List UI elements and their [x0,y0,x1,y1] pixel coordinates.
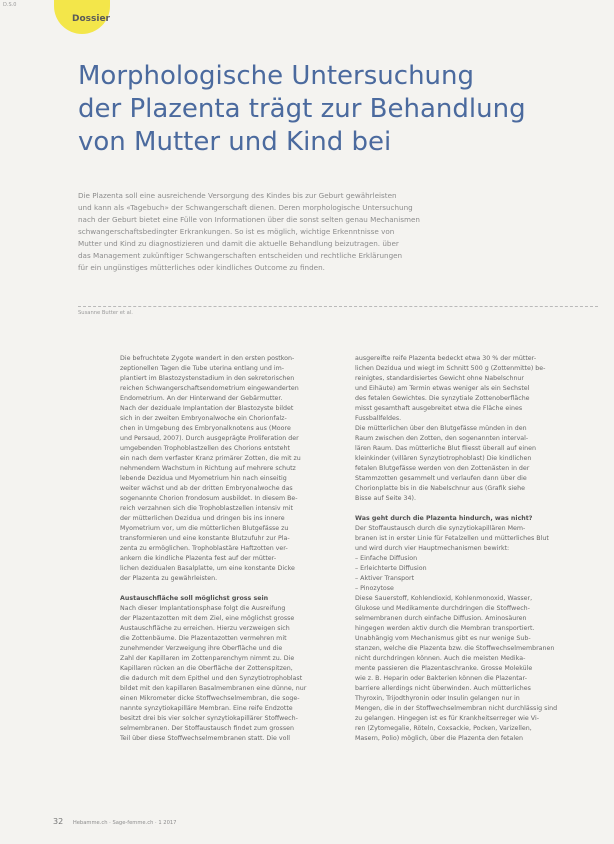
lead-line: für ein ungünstiges mütterliches oder kindliches Outcome zu finden. [78,263,325,272]
body-column-left [120,354,345,744]
lead-line: schwangerschaftsbedingter Erkrankungen. So ist es möglich, wichtige Erkenntnisse von [78,227,395,236]
body-line: reinigtes, standardisiertes Gewicht ohne Nabelschnur [355,375,525,382]
body-line: selmembranen. Der Stoffaustausch findet zum grossen [120,725,294,732]
body-line: und wird durch vier Hauptmechanismen bewirkt: [355,545,510,552]
body-line: Teil über diese Stoffwechselmembranen statt. Die voll [120,735,290,742]
lead-line: Mutter und Kind zu diagnostizieren und damit die aktuelle Behandlung beizutragen. über [78,239,399,248]
body-line: der Plazenta zu gewährleisten. [120,575,218,582]
body-line: lären Raum. Das mütterliche Blut fliesst überall auf einen [355,445,537,452]
page-number: 32 [53,817,64,826]
section-tag: Dossier [72,14,110,24]
body-column-right [355,354,593,744]
body-line: Austauschfläche zu erreichen. Hierzu verzweigen sich [120,625,290,632]
body-line: der mütterlichen Dezidua und dringen bis ins innere [120,515,285,522]
body-line: Endometrium. An der Hinterwand der Gebärmutter. [120,395,283,402]
body-line: lebende Dezidua und Myometrium hin nach einseitig [120,475,287,482]
body-line: branen ist in erster Linie für Fetalzellen und mütterliches Blut [355,535,549,542]
body-line: zu gelangen. Hingegen ist es für Krankheitserreger wie Vi- [355,715,539,722]
body-line: sich in der zweiten Embryonalwoche ein Chorionfalz- [120,415,287,422]
body-line: plantiert im Blastozystenstadium in den sekretorischen [120,375,295,382]
paragraph-gap [355,504,593,510]
body-line: bildet mit den kapillaren Basalmembranen eine dünne, nur [120,685,307,692]
body-line: zeptionellen Tagen die Tube uterina entlang und im- [120,365,284,372]
body-line: ren (Zytomegalie, Röteln, Coxsackie, Pocken, Varizellen, [355,725,532,732]
body-line: – Erleichterte Diffusion [355,565,427,572]
body-line: selmembranen durch einfache Diffusion. Aminosäuren [355,615,527,622]
body-line: Nach der deziduale Implantation der Blastozyste bildet [120,405,294,412]
body-line: besitzt drei bis vier solcher synzytiokapillärer Stoffwech- [120,715,298,722]
body-line: weiter wächst und ab der dritten Embryonalwoche das [120,485,293,492]
lead-paragraph [78,190,593,274]
body-line: nannte synzytiokapilläre Membran. Eine reife Endzotte [120,705,293,712]
body-line: lichen dezidualen Basalplatte, um eine konstante Dicke [120,565,295,572]
page-footer [53,817,176,826]
body-line: die dadurch mit dem Epithel und den Synzytiotrophoblast [120,675,303,682]
body-line: Zahl der Kapillaren im Zottenparenchym nimmt zu. Die [120,655,295,662]
body-line: Bisse auf Seite 34). [355,495,417,502]
body-line: lichen Dezidua und wiegt im Schnitt 500 g (Zottenmitte) be- [355,365,546,372]
body-line: des fetalen Gewichtes. Die synzytiale Zottenoberfläche [355,395,530,402]
divider [78,306,598,307]
body-line: misst gesamthaft ausgebreitet etwa die Fläche eines [355,405,523,412]
body-line: Die befruchtete Zygote wandert in den ersten postkon- [120,355,295,362]
body-line: barriere allerdings nicht überwinden. Auch mütterliches [355,685,531,692]
body-line: einen Mikrometer dicke Stoffwechselmembran, die soge- [120,695,300,702]
body-line: die Zottenbäume. Die Plazentazotten vermehren mit [120,635,287,642]
body-line: der Plazentazotten mit dem Ziel, eine möglichst grosse [120,615,295,622]
headline-line: von Mutter und Kind bei [78,127,392,157]
body-line: und Eihäute) am Termin etwas weniger als ein Sechstel [355,385,530,392]
lead-line: Die Plazenta soll eine ausreichende Versorgung des Kindes bis zur Geburt gewährleisten [78,191,397,200]
lead-line: und kann als «Tagebuch» der Schwangerschaft dienen. Deren morphologische Untersuchung [78,203,413,212]
subheading: Was geht durch die Plazenta hindurch, was nicht? [355,515,533,522]
body-line: stanzen, welche die Plazenta bzw. die Stoffwechselmembranen [355,645,555,652]
body-line: mente passieren die Plazentaschranke. Grosse Moleküle [355,665,533,672]
body-line: Stammzotten gesammelt und verlaufen dann über die [355,475,527,482]
body-line: Thyroxin, Trijodthyronin oder Insulin gelangen nur in [355,695,520,702]
body-line: Unabhängig vom Mechanismus gibt es nur wenige Sub- [355,635,531,642]
body-line: wie z. B. Heparin oder Bakterien können die Plazentar- [355,675,527,682]
body-line: Masern, Polio) möglich, über die Plazenta den fetalen [355,735,523,742]
body-line: hingegen werden aktiv durch die Membran transportiert. [355,625,535,632]
body-line: Glukose und Medikamente durchdringen die Stoffwech- [355,605,530,612]
body-line: nehmendem Wachstum in Richtung auf mehrere schutz [120,465,296,472]
body-line: Fussballfeldes. [355,415,402,422]
article-headline [78,60,578,159]
body-line: chen in Umgebung des Embryonalknotens aus (Moore [120,425,291,432]
body-line: nicht durchdringen können. Auch die meisten Medika- [355,655,526,662]
headline-line: der Plazenta trägt zur Behandlung [78,94,526,124]
subheading: Austauschfläche soll möglichst gross sein [120,595,269,602]
body-line: Kapillaren rücken an die Oberfläche der Zottenspitzen, [120,665,293,672]
body-line: Mengen, die in der Stoffwechselmembran nicht durchlässig sind [355,705,558,712]
body-line: Der Stoffaustausch durch die synzytiokapillären Mem- [355,525,526,532]
body-line: ankern die kindliche Plazenta fest auf der mütter- [120,555,277,562]
body-line: – Einfache Diffusion [355,555,418,562]
lead-line: das Management zukünftiger Schwangerschaften entscheiden und rechtliche Erklärungen [78,251,403,260]
corner-label: D.S.0 [3,2,17,8]
body-line: reichen Schwangerschaftsendometrium eingewanderten [120,385,299,392]
author-byline: Susanne Butter et al. [78,310,133,316]
body-line: Chorionplatte bis in die Nabelschnur aus (Grafik siehe [355,485,526,492]
footer-publication: Hebamme.ch · Sage-femme.ch · 1 2017 [72,820,177,826]
body-line: fetalen Blutgefässe werden von den Zottenästen in der [355,465,530,472]
body-line: Raum zwischen den Zotten, den sogenannten interval- [355,435,529,442]
body-line: – Pinozytose [355,585,394,592]
body-line: zenta zu ermöglichen. Trophoblastäre Haftzotten ver- [120,545,288,552]
body-line: zunehmender Verzweigung ihre Oberfläche und die [120,645,283,652]
body-line: ausgereifte reife Plazenta bedeckt etwa 30 % der mütter- [355,355,537,362]
body-line: Nach dieser Implantationsphase folgt die Ausreifung [120,605,286,612]
body-line: Myometrium vor, um die mütterlichen Blutgefässe zu [120,525,289,532]
headline-line: Morphologische Untersuchung [78,61,475,91]
body-line: reich verzahnen sich die Trophoblastzellen intensiv mit [120,505,293,512]
body-line: und Persaud, 2007). Durch ausgeprägte Proliferation der [120,435,299,442]
body-line: Die mütterlichen über den Blutgefässe münden in den [355,425,527,432]
body-line: ein nach dem verfaster Kranz primärer Zotten, die mit zu [120,455,301,462]
body-line: sogenannte Chorion frondosum ausbildet. In diesem Be- [120,495,298,502]
lead-line: nach der Geburt bietet eine Fülle von Informationen über die sonst selten genau Mechanismen [78,215,420,224]
body-line: transformieren und eine konstante Blutzufuhr zur Pla- [120,535,290,542]
body-line: kleinkinder (villären Synzytiotrophoblast) Die kindlichen [355,455,532,462]
body-line: umgebenden Trophoblastzellen des Chorions entsteht [120,445,290,452]
body-line: Diese Sauerstoff, Kohlendioxid, Kohlenmonoxid, Wasser, [355,595,533,602]
paragraph-gap [120,584,345,590]
body-line: – Aktiver Transport [355,575,415,582]
